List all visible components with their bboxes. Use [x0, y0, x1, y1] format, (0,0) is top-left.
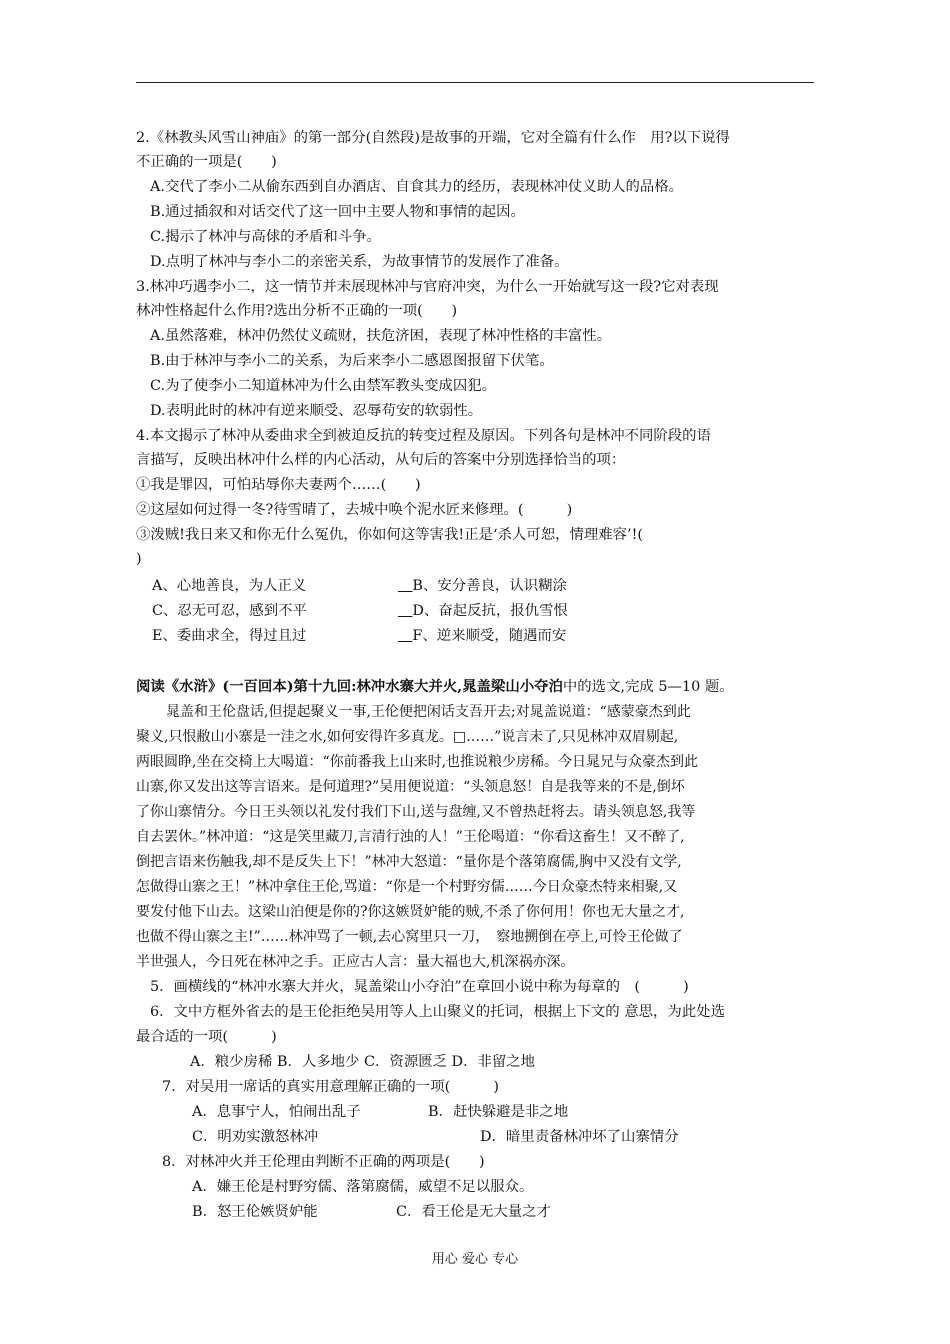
q4-sentence-1: ①我是罪囚，可怕玷辱你夫妻两个……( ): [136, 477, 421, 493]
q8-option-c: C．看王伦是无大量之才: [396, 1204, 551, 1220]
q3-stem-line2: 林冲性格起什么作用?选出分析不正确的一项( ): [136, 303, 458, 319]
passage-line-6: 自去罢休。”林冲道：“这是笑里藏刀,言清行浊的人！”王伦喝道：“你看这畜生！又不醉了,: [136, 829, 685, 845]
q2-option-d: D.点明了林冲与李小二的亲密关系，为故事情节的发展作了准备。: [150, 254, 569, 270]
q7-stem: 7．对吴用一席话的真实用意理解正确的一项( ): [162, 1079, 499, 1095]
q5-stem: 5．画横线的“林冲水寨大并火，晁盖梁山小夺泊”在章回小说中称为每章的 ( ): [150, 979, 689, 995]
header-rule: [136, 82, 814, 83]
q2-option-a: A.交代了李小二从偷东西到自办酒店、自食其力的经历，表现林冲仗义助人的品格。: [150, 179, 684, 195]
q7-option-a: A．息事宁人，怕闹出乱子: [192, 1104, 361, 1120]
q3-stem-line1: 3.林冲巧遇李小二，这一情节并未展现林冲与官府冲突，为什么一开始就写这一段?它对表现: [136, 279, 719, 295]
q3-option-a: A.虽然落难，林冲仍然仗义疏财，扶危济困，表现了林冲性格的丰富性。: [150, 328, 612, 344]
q7-option-b: B．赶快躲避是非之地: [428, 1104, 569, 1120]
q4-stem-line1: 4.本文揭示了林冲从委曲求全到被迫反抗的转变过程及原因。下列各句是林冲不同阶段的语: [136, 428, 711, 444]
q4-choice-f: F、逆来顺受，随遇而安: [412, 628, 567, 644]
q4-stem-line2: 言描写，反映出林冲什么样的内心活动，从句后的答案中分别选择恰当的项：: [136, 452, 626, 468]
reading-intro: 阅读《水浒》(一百回本)第十九回:林冲水寨大并火,晁盖梁山小夺泊中的选文,完成 5—10 题。: [136, 678, 734, 695]
q6-stem-line1: 6．文中方框外省去的是王伦拒绝吴用等人上山聚义的托词，根据上下文的 意思，为此处选: [150, 1004, 725, 1020]
passage-line-9: 要发付他下山去。这梁山泊便是你的?你这嫉贤妒能的贼,不杀了你何用！你也无大量之才,: [136, 904, 685, 920]
q2-stem-line2: 不正确的一项是( ): [136, 154, 277, 170]
q3-option-c: C.为了使李小二知道林冲为什么由禁军教头变成囚犯。: [150, 378, 497, 394]
q4-sentence-2: ②这屋如何过得一冬?待雪晴了，去城中唤个泥水匠来修理。( ): [136, 502, 573, 518]
passage-line-8: 怎做得山寨之王！”林冲拿住王伦,骂道：“你是一个村野穷儒……今日众豪杰特来相聚,又: [136, 879, 678, 895]
q4-choice-d: D、奋起反抗，报仇雪恨: [412, 603, 568, 619]
passage-line-1: 晁盖和王伦盘话,但提起聚义一事,王伦便把闲话支吾开去;对晁盖说道：“感蒙豪杰到此: [166, 704, 691, 720]
passage-line-2: 聚义,只恨敝山小寨是一洼之水,如何安得许多真龙。□……”说言未了,只见林冲双眉剔起,: [136, 729, 679, 745]
passage-line-3: 两眼圆睁,坐在交椅上大喝道：“你前番我上山来时,也推说粮少房稀。今日晁兄与众豪杰到此: [136, 754, 699, 770]
q2-option-b: B.通过插叙和对话交代了这一回中主要人物和事情的起因。: [150, 204, 525, 220]
passage-line-7: 倒把言语来伤触我,却不是反失上下！”林冲大怒道：“量你是个落第腐儒,胸中又没有文学,: [136, 854, 682, 870]
passage-line-10: 也做不得山寨之主!”……林冲骂了一顿,去心窝里只一刀， 察地搠倒在亭上,可怜王伦做了: [136, 929, 683, 945]
passage-line-5: 了你山寨情分。今日王头领以礼发付我们下山,送与盘缠,又不曾热赶将去。请头领息怒,我等: [136, 804, 696, 820]
q4-choice-a: A、心地善良，为人正义: [152, 578, 307, 594]
q8-option-a: A．嫌王伦是村野穷儒、落第腐儒，威望不足以服众。: [192, 1179, 534, 1195]
q4-sentence-3-close: ): [136, 551, 142, 567]
passage-line-4: 山寨,你又发出这等言语来。是何道理?”吴用便说道：“头领息怒！自是我等来的不是,倒坏: [136, 779, 685, 795]
page-footer: 用心 爱心 专心: [431, 1252, 519, 1267]
q4-sentence-3: ③泼贼!我日来又和你无什么冤仇，你如何这等害我!正是‘杀人可恕，情理难容’!(: [136, 527, 644, 543]
q6-stem-line2: 最合适的一项( ): [136, 1029, 277, 1045]
q4-choice-c: C、忍无可忍，感到不平: [152, 603, 307, 619]
q8-option-b: B．怒王伦嫉贤妒能: [192, 1204, 318, 1220]
q6-options: A．粮少房稀 B．人多地少 C．资源匮乏 D．非留之地: [190, 1054, 536, 1070]
passage-line-11: 半世强人，今日死在林冲之手。正应古人言：量大福也大,机深祸亦深。: [136, 954, 575, 970]
q8-stem: 8．对林冲火并王伦理由判断不正确的两项是( ): [162, 1154, 485, 1170]
q3-option-d: D.表明此时的林冲有逆来顺受、忍辱苟安的软弱性。: [150, 403, 483, 419]
q7-option-d: D．暗里责备林冲坏了山寨情分: [480, 1129, 679, 1145]
q3-option-b: B.由于林冲与李小二的关系，为后来李小二感恩图报留下伏笔。: [150, 353, 554, 369]
q4-choice-e: E、委曲求全，得过且过: [152, 628, 307, 644]
q7-option-c: C．明劝实激怒林冲: [192, 1129, 319, 1145]
q2-option-c: C.揭示了林冲与高俅的矛盾和斗争。: [150, 229, 381, 245]
q4-choice-b: B、安分善良，认识糊涂: [412, 578, 567, 594]
q2-stem-line1: 2.《林教头风雪山神庙》的第一部分(自然段)是故事的开端，它对全篇有什么作 用?以下说得: [136, 130, 730, 146]
